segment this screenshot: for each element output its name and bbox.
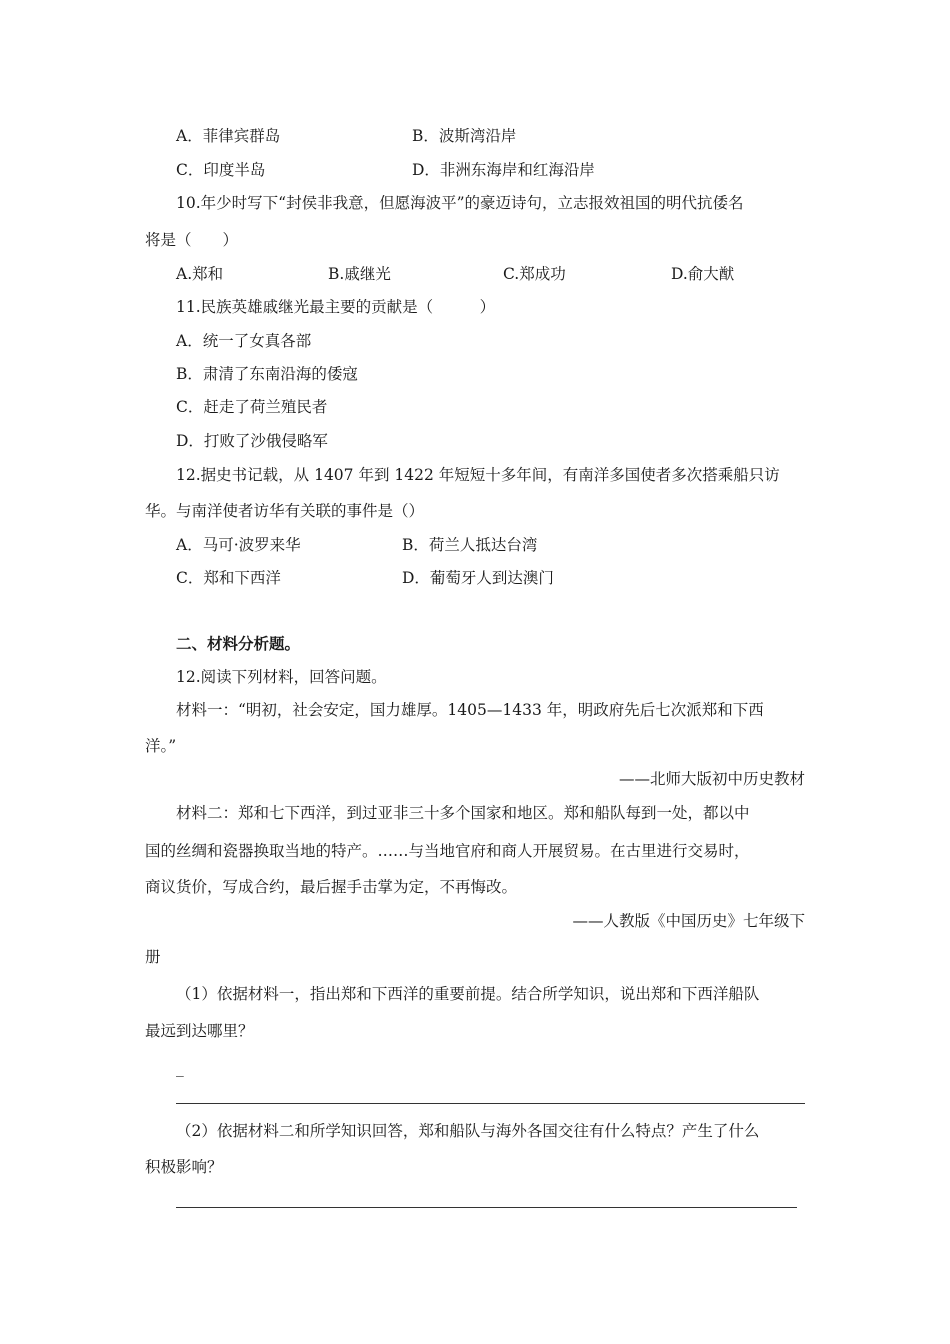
q9-option-b: B．波斯湾沿岸 xyxy=(412,127,517,145)
q12-stem-line1: 12.据史书记载，从 1407 年到 1422 年短短十多年间，有南洋多国使者多次搭乘船只访 xyxy=(176,466,780,484)
q11-option-a: A．统一了女真各部 xyxy=(176,332,312,350)
answer-line-1[interactable] xyxy=(176,1103,805,1104)
material-one-source: ——北师大版初中历史教材 xyxy=(618,770,805,788)
q10-option-d: D.俞大猷 xyxy=(671,265,735,283)
material-two-line2: 国的丝绸和瓷器换取当地的特产。……与当地官府和商人开展贸易。在古里进行交易时， xyxy=(145,842,750,860)
q12-option-b: B．荷兰人抵达台湾 xyxy=(402,536,538,554)
q10-option-c: C.郑成功 xyxy=(503,265,566,283)
material-one-line2: 洋。” xyxy=(145,737,177,755)
material-two-line3: 商议货价，写成合约，最后握手击掌为定，不再悔改。 xyxy=(145,878,518,896)
q12-stem-line2: 华。与南洋使者访华有关联的事件是（） xyxy=(145,502,425,520)
subquestion-2-line1: （2）依据材料二和所学知识回答，郑和船队与海外各国交往有什么特点？产生了什么 xyxy=(176,1122,760,1140)
q10-option-a: A.郑和 xyxy=(176,265,224,283)
q12-option-a: A．马可·波罗来华 xyxy=(176,536,301,554)
q10-stem-line1: 10.年少时写下“封侯非我意，但愿海波平”的豪迈诗句，立志报效祖国的明代抗倭名 xyxy=(176,194,744,212)
material-intro: 12.阅读下列材料，回答问题。 xyxy=(176,668,387,686)
material-two-line1: 材料二：郑和七下西洋，到过亚非三十多个国家和地区。郑和船队每到一处，都以中 xyxy=(176,804,750,822)
q12-option-c: C．郑和下西洋 xyxy=(176,569,281,587)
answer-mark: _ xyxy=(176,1059,184,1077)
section-heading: 二、材料分析题。 xyxy=(176,634,301,653)
material-two-source-line2: 册 xyxy=(145,948,161,966)
subquestion-1-line1: （1）依据材料一，指出郑和下西洋的重要前提。结合所学知识，说出郑和下西洋船队 xyxy=(176,985,760,1003)
q10-option-b: B.戚继光 xyxy=(328,265,391,283)
q11-stem: 11.民族英雄戚继光最主要的贡献是（ ） xyxy=(176,298,496,316)
q9-option-c: C．印度半岛 xyxy=(176,161,266,179)
q11-option-d: D．打败了沙俄侵略军 xyxy=(176,432,328,450)
q9-option-d: D．非洲东海岸和红海沿岸 xyxy=(412,161,595,179)
q9-option-a: A．菲律宾群岛 xyxy=(176,127,281,145)
subquestion-1-line2: 最远到达哪里？ xyxy=(145,1022,254,1040)
subquestion-2-line2: 积极影响？ xyxy=(145,1158,223,1176)
material-two-source-line1: ——人教版《中国历史》七年级下 xyxy=(572,912,805,930)
answer-line-2[interactable] xyxy=(176,1207,797,1208)
material-one-line1: 材料一：“明初，社会安定，国力雄厚。1405—1433 年，明政府先后七次派郑和下西 xyxy=(176,701,764,719)
q10-stem-line2: 将是（ ） xyxy=(145,231,239,249)
q12-option-d: D．葡萄牙人到达澳门 xyxy=(402,569,554,587)
q11-option-b: B．肃清了东南沿海的倭寇 xyxy=(176,365,358,383)
q11-option-c: C．赶走了荷兰殖民者 xyxy=(176,398,328,416)
